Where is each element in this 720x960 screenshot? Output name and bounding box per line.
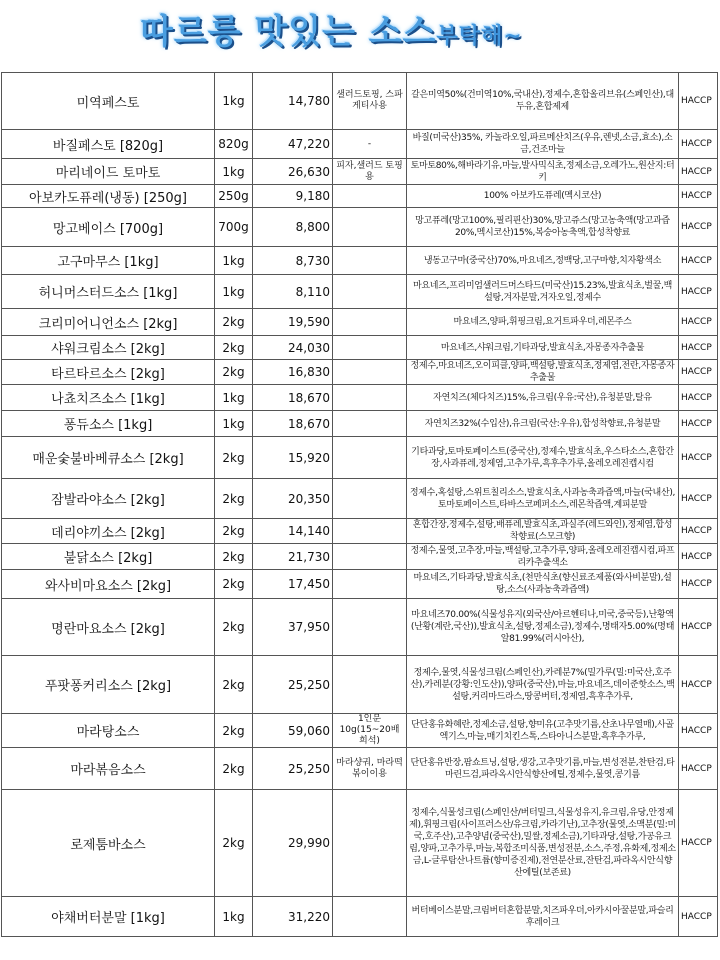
price-cell: 8,730 [253, 247, 333, 275]
table-row [2, 897, 718, 937]
ingredients-cell: 100% 아보카도퓨레(멕시코산) [407, 185, 679, 208]
certification-cell: HACCP [679, 275, 718, 309]
product-name-cell: 매운숯불바베큐소스 [2kg] [2, 437, 215, 479]
usage-cell: 피자,샐러드 토핑용 [333, 159, 407, 185]
unit-cell: 2kg [215, 748, 253, 790]
certification-cell: HACCP [679, 208, 718, 247]
certification-cell: HACCP [679, 411, 718, 437]
title-part-2: 맛있는 [254, 12, 356, 52]
price-cell: 31,220 [253, 897, 333, 937]
ingredients-cell: 냉동고구마(중국산)70%,마요네즈,정백당,고구마향,치자황색소 [407, 247, 679, 275]
ingredients-cell: 정제수,식물성크림(스페인산/버터밀크,식물성유지,유크림,유당,안정제제),휘핑크림(사이프러스산/유크림,카라기난),고추장(물엿,소맥분(밀:미국,호주산),고추양념(중국산),밀쌀,정제소금),기타과당,설탕,가공유크림,양파,고추가루,마늘,복합조미식품,변성전분,소스,주정,유화제,정제소금,L-글루탐산나트륨(향미증진제),전연분산료,잔탄검,파라옥시안식향산에틸(보존료) [407, 790, 679, 897]
table-row [2, 208, 718, 247]
unit-cell: 2kg [215, 656, 253, 714]
price-cell: 8,800 [253, 208, 333, 247]
ingredients-cell: 혼합간장,정제수,설탕,배퓨레,발효식초,과실주(레드와인),정제염,합성착향료(스모크향) [407, 519, 679, 544]
table-row [2, 714, 718, 748]
price-cell: 59,060 [253, 714, 333, 748]
certification-cell: HACCP [679, 360, 718, 385]
ingredients-cell: 자연치즈(체다치즈)15%,유크림(우유:국산),유청분말,탈유 [407, 385, 679, 411]
ingredients-cell: 갈은미역50%(건미역10%,국내산),정제수,혼합올리브유(스페인산),대두유,혼합제제 [407, 73, 679, 130]
price-cell: 25,250 [253, 748, 333, 790]
ingredients-cell: 마요네즈,양파,휘핑크림,요거트파우더,레몬주스 [407, 309, 679, 336]
unit-cell: 2kg [215, 599, 253, 656]
unit-cell: 1kg [215, 73, 253, 130]
usage-cell: - [333, 130, 407, 159]
price-cell: 17,450 [253, 570, 333, 599]
price-cell: 26,630 [253, 159, 333, 185]
ingredients-cell: 정제수,마요네즈,오이피클,양파,백설탕,발효식초,정제염,전란,자몽종자추출물 [407, 360, 679, 385]
ingredients-cell: 마요네즈,기타과당,발효식초,(천만식초(향신료조제품(와사비분말),설탕,소스(사과농축과즙액) [407, 570, 679, 599]
product-name-cell: 마리네이드 토마토 [2, 159, 215, 185]
price-cell: 14,140 [253, 519, 333, 544]
product-name-cell: 미역페스토 [2, 73, 215, 130]
ingredients-cell: 망고퓨레(망고100%,필리핀산)30%,망고쥬스(망고농축액(망고과즙20%,멕시코산)15%,복숭아농축액,합성착향료 [407, 208, 679, 247]
table-row [2, 437, 718, 479]
usage-cell [333, 656, 407, 714]
ingredients-cell: 바질(미국산)35%, 카놀라오일,파르메산치즈(우유,렌넷,소금,효소),소금,건조마늘 [407, 130, 679, 159]
ingredients-cell: 마요네즈,프리미엄샐러드머스타드(미국산)15.23%,발효식초,벌꿀,백설탕,겨자분말,겨자오일,정제수 [407, 275, 679, 309]
usage-cell: 1인분 10g(15~20배 희석) [333, 714, 407, 748]
table-row [2, 130, 718, 159]
product-name-cell: 로제툼바소스 [2, 790, 215, 897]
unit-cell: 2kg [215, 519, 253, 544]
unit-cell: 250g [215, 185, 253, 208]
usage-cell [333, 360, 407, 385]
price-cell: 8,110 [253, 275, 333, 309]
price-cell: 18,670 [253, 385, 333, 411]
price-cell: 14,780 [253, 73, 333, 130]
usage-cell [333, 570, 407, 599]
unit-cell: 2kg [215, 570, 253, 599]
certification-cell: HACCP [679, 790, 718, 897]
table-row [2, 479, 718, 519]
product-name-cell: 허니머스터드소스 [1kg] [2, 275, 215, 309]
title-banner [0, 0, 720, 64]
table-row [2, 275, 718, 309]
usage-cell [333, 544, 407, 570]
certification-cell: HACCP [679, 479, 718, 519]
table-row [2, 73, 718, 130]
unit-cell: 1kg [215, 385, 253, 411]
sauce-price-table [1, 72, 718, 937]
table-row [2, 570, 718, 599]
usage-cell [333, 437, 407, 479]
certification-cell: HACCP [679, 159, 718, 185]
usage-cell [333, 208, 407, 247]
table-row [2, 247, 718, 275]
unit-cell: 2kg [215, 309, 253, 336]
unit-cell: 2kg [215, 714, 253, 748]
usage-cell [333, 247, 407, 275]
unit-cell: 2kg [215, 437, 253, 479]
ingredients-cell: 정제수,물엿,식물성크림(스페인산),카레분7%(밀가루(밀:미국산,호주산),카레분(강황:인도산)),양파(중국산),마늘,마요네즈,데이준핫소스,백설탕,커리마드라스,땅콩버터,정제염,흑후추가루, [407, 656, 679, 714]
unit-cell: 1kg [215, 247, 253, 275]
table-row [2, 159, 718, 185]
title-part-4: 부탁해~ [436, 24, 523, 49]
product-name-cell: 아보카도퓨레(냉동) [250g] [2, 185, 215, 208]
product-name-cell: 불닭소스 [2kg] [2, 544, 215, 570]
price-cell: 37,950 [253, 599, 333, 656]
usage-cell [333, 336, 407, 360]
unit-cell: 700g [215, 208, 253, 247]
ingredients-cell: 자연치즈32%(수입산),유크림(국산:우유),합성착향료,유청분말 [407, 411, 679, 437]
certification-cell: HACCP [679, 897, 718, 937]
certification-cell: HACCP [679, 336, 718, 360]
product-name-cell: 야채버터분말 [1kg] [2, 897, 215, 937]
unit-cell: 2kg [215, 336, 253, 360]
table-row [2, 411, 718, 437]
product-name-cell: 명란마요소스 [2kg] [2, 599, 215, 656]
table-body [2, 73, 718, 937]
ingredients-cell: 단단홍유화혜란,정제소금,설탕,향미유(고추맛기름,산초나무열매),사골엑기스,마늘,매기치킨스톡,스타아니스분말,흑후추가루, [407, 714, 679, 748]
unit-cell: 2kg [215, 544, 253, 570]
ingredients-cell: 정제수,혹설탕,스위트칠리소스,발효식초,사과농축과즙액,마늘(국내산),토마토페이스트,타바스코페퍼소스,레몬착즙액,계피분말 [407, 479, 679, 519]
product-name-cell: 마라탕소스 [2, 714, 215, 748]
certification-cell: HACCP [679, 570, 718, 599]
table-row [2, 360, 718, 385]
certification-cell: HACCP [679, 437, 718, 479]
unit-cell: 1kg [215, 159, 253, 185]
usage-cell: 샐러드토핑, 스파게티사용 [333, 73, 407, 130]
ingredients-cell: 마요네즈,샤워크림,기타과당,발효식초,자몽종자추출물 [407, 336, 679, 360]
usage-cell: 마라샹궈, 마라떡볶이이용 [333, 748, 407, 790]
certification-cell: HACCP [679, 599, 718, 656]
product-name-cell: 퐁듀소스 [1kg] [2, 411, 215, 437]
product-name-cell: 푸팟퐁커리소스 [2kg] [2, 656, 215, 714]
certification-cell: HACCP [679, 656, 718, 714]
certification-cell: HACCP [679, 519, 718, 544]
unit-cell: 1kg [215, 897, 253, 937]
title-part-1: 따르릉 [140, 12, 242, 52]
usage-cell [333, 385, 407, 411]
usage-cell [333, 479, 407, 519]
table-row [2, 656, 718, 714]
usage-cell [333, 309, 407, 336]
product-name-cell: 샤워크림소스 [2kg] [2, 336, 215, 360]
certification-cell: HACCP [679, 385, 718, 411]
usage-cell [333, 185, 407, 208]
ingredients-cell: 토마토80%,해바라기유,마늘,발사믹식초,정제소금,오레가노,원산지:터키 [407, 159, 679, 185]
usage-cell [333, 411, 407, 437]
usage-cell [333, 275, 407, 309]
product-name-cell: 와사비마요소스 [2kg] [2, 570, 215, 599]
table-row [2, 790, 718, 897]
unit-cell: 2kg [215, 360, 253, 385]
ingredients-cell: 단단홍유반장,팜쇼트닝,설탕,생강,고추맛기름,마늘,변성전분,찬탄검,타마린드검,파라옥시안식향산에틸,정제수,물엿,콩기름 [407, 748, 679, 790]
product-name-cell: 마라볶음소스 [2, 748, 215, 790]
price-cell: 9,180 [253, 185, 333, 208]
table-row [2, 309, 718, 336]
price-cell: 47,220 [253, 130, 333, 159]
table-row [2, 544, 718, 570]
price-cell: 16,830 [253, 360, 333, 385]
product-name-cell: 크리미어니언소스 [2kg] [2, 309, 215, 336]
price-cell: 29,990 [253, 790, 333, 897]
unit-cell: 2kg [215, 790, 253, 897]
product-name-cell: 데리야끼소스 [2kg] [2, 519, 215, 544]
ingredients-cell: 마요네즈70.00%(식물성유지(외국산/아르헨티나,미국,중국등),난황액(난황(계란,국산)),발효식초,설탕,정제소금),정제수,명태자5.00%(명태알81.99%(러시아산), [407, 599, 679, 656]
certification-cell: HACCP [679, 544, 718, 570]
table-row [2, 748, 718, 790]
price-cell: 15,920 [253, 437, 333, 479]
unit-cell: 1kg [215, 275, 253, 309]
table-row [2, 336, 718, 360]
product-name-cell: 나쵸치즈소스 [1kg] [2, 385, 215, 411]
table-row [2, 185, 718, 208]
usage-cell [333, 599, 407, 656]
price-cell: 18,670 [253, 411, 333, 437]
certification-cell: HACCP [679, 130, 718, 159]
price-cell: 25,250 [253, 656, 333, 714]
product-name-cell: 망고베이스 [700g] [2, 208, 215, 247]
page-title [140, 4, 523, 53]
price-cell: 19,590 [253, 309, 333, 336]
certification-cell: HACCP [679, 309, 718, 336]
product-name-cell: 타르타르소스 [2kg] [2, 360, 215, 385]
certification-cell: HACCP [679, 247, 718, 275]
title-part-3: 소스 [368, 12, 437, 52]
usage-cell [333, 897, 407, 937]
usage-cell [333, 790, 407, 897]
unit-cell: 820g [215, 130, 253, 159]
table-row [2, 385, 718, 411]
certification-cell: HACCP [679, 73, 718, 130]
ingredients-cell: 정제수,물엿,고추장,마늘,백설탕,고추가루,양파,올레오레진캡시컴,파프리카추출색소 [407, 544, 679, 570]
price-cell: 20,350 [253, 479, 333, 519]
ingredients-cell: 기타과당,토마토페이스트(중국산),정제수,발효식초,우스타소스,혼합간장,사과퓨레,정제염,고추가루,흑후추가루,올레오레진캡시컴 [407, 437, 679, 479]
product-name-cell: 고구마무스 [1kg] [2, 247, 215, 275]
certification-cell: HACCP [679, 748, 718, 790]
table-row [2, 599, 718, 656]
certification-cell: HACCP [679, 714, 718, 748]
price-cell: 24,030 [253, 336, 333, 360]
product-name-cell: 바질페스토 [820g] [2, 130, 215, 159]
ingredients-cell: 버터베이스분말,크림버터혼합분말,치즈파우더,아카시아꿀분말,파슬리후레이크 [407, 897, 679, 937]
certification-cell: HACCP [679, 185, 718, 208]
table-row [2, 519, 718, 544]
price-cell: 21,730 [253, 544, 333, 570]
usage-cell [333, 519, 407, 544]
unit-cell: 2kg [215, 479, 253, 519]
product-name-cell: 잠발라야소스 [2kg] [2, 479, 215, 519]
unit-cell: 1kg [215, 411, 253, 437]
